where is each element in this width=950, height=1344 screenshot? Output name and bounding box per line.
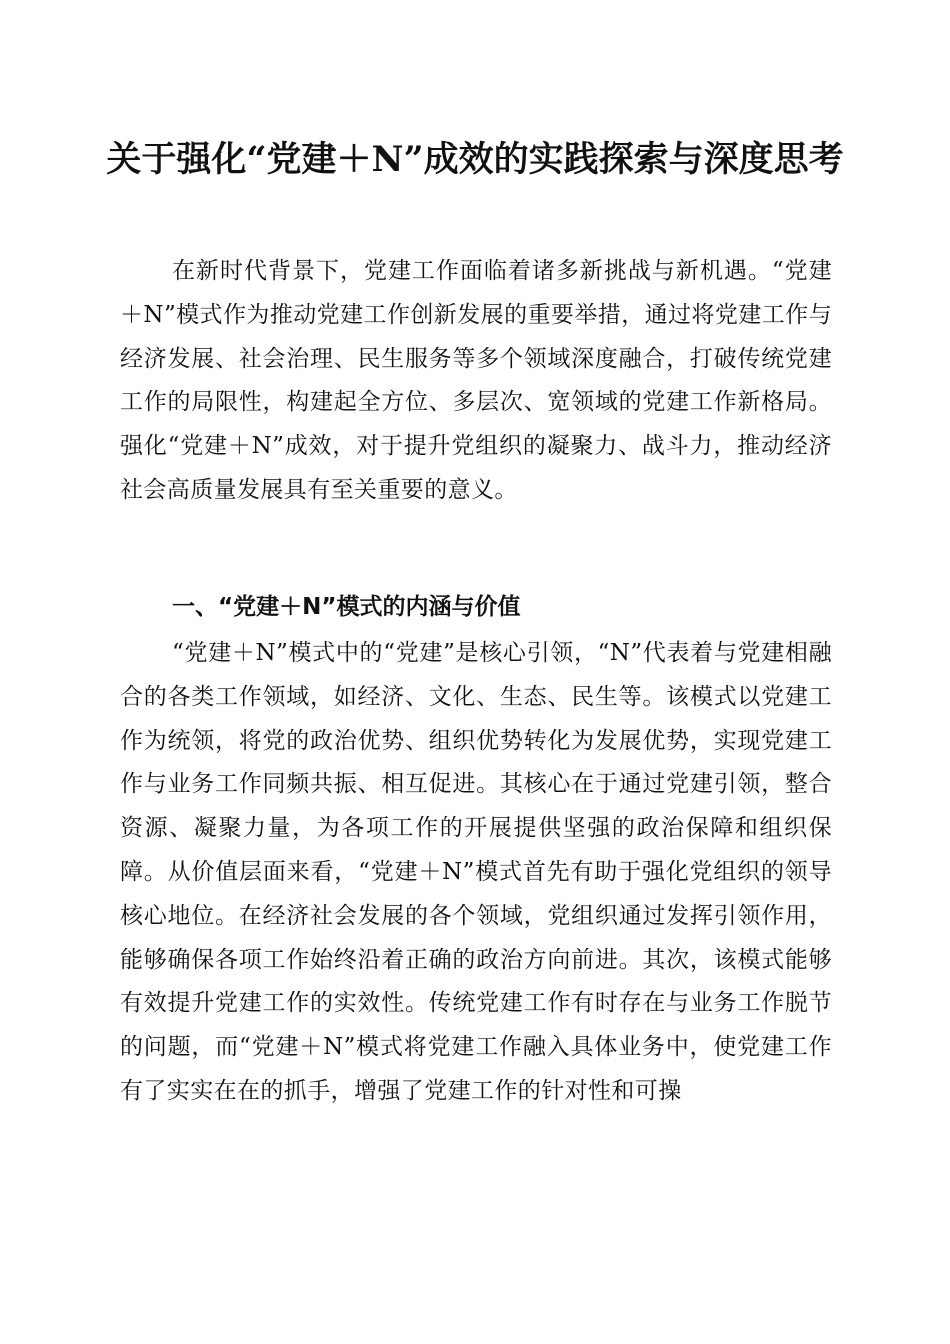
section-heading: 一、“党建＋N”模式的内涵与价值 — [172, 594, 521, 620]
intro-paragraph: 在新时代背景下，党建工作面临着诸多新挑战与新机遇。“党建＋N”模式作为推动党建工作创新发展的重要举措，通过将党建工作与经济发展、社会治理、民生服务等多个领域深度融合，打破传统党建工作的局限性，构建起全方位、多层次、宽领域的党建工作新格局。强化“党建＋N”成效，对于提升党组织的凝聚力、战斗力，推动经济社会高质量发展具有至关重要的意义。 — [120, 258, 832, 503]
document-title: 关于强化“党建＋N”成效的实践探索与深度思考 — [106, 139, 844, 180]
section-paragraph: “党建＋N”模式中的“党建”是核心引领，“N”代表着与党建相融合的各类工作领域，如经济、文化、生态、民生等。该模式以党建工作为统领，将党的政治优势、组织优势转化为发展优势，实现党建工作与业务工作同频共振、相互促进。其核心在于通过党建引领，整合资源、凝聚力量，为各项工作的开展提供坚强的政治保障和组织保障。从价值层面来看，“党建＋N”模式首先有助于强化党组织的领导核心地位。在经济社会发展的各个领域，党组织通过发挥引领作用，能够确保各项工作始终沿着正确的政治方向前进。其次，该模式能够有效提升党建工作的实效性。传统党建工作有时存在与业务工作脱节的问题，而“党建＋N”模式将党建工作融入具体业务中，使党建工作有了实实在在的抓手，增强了党建工作的针对性和可操 — [120, 640, 832, 1104]
